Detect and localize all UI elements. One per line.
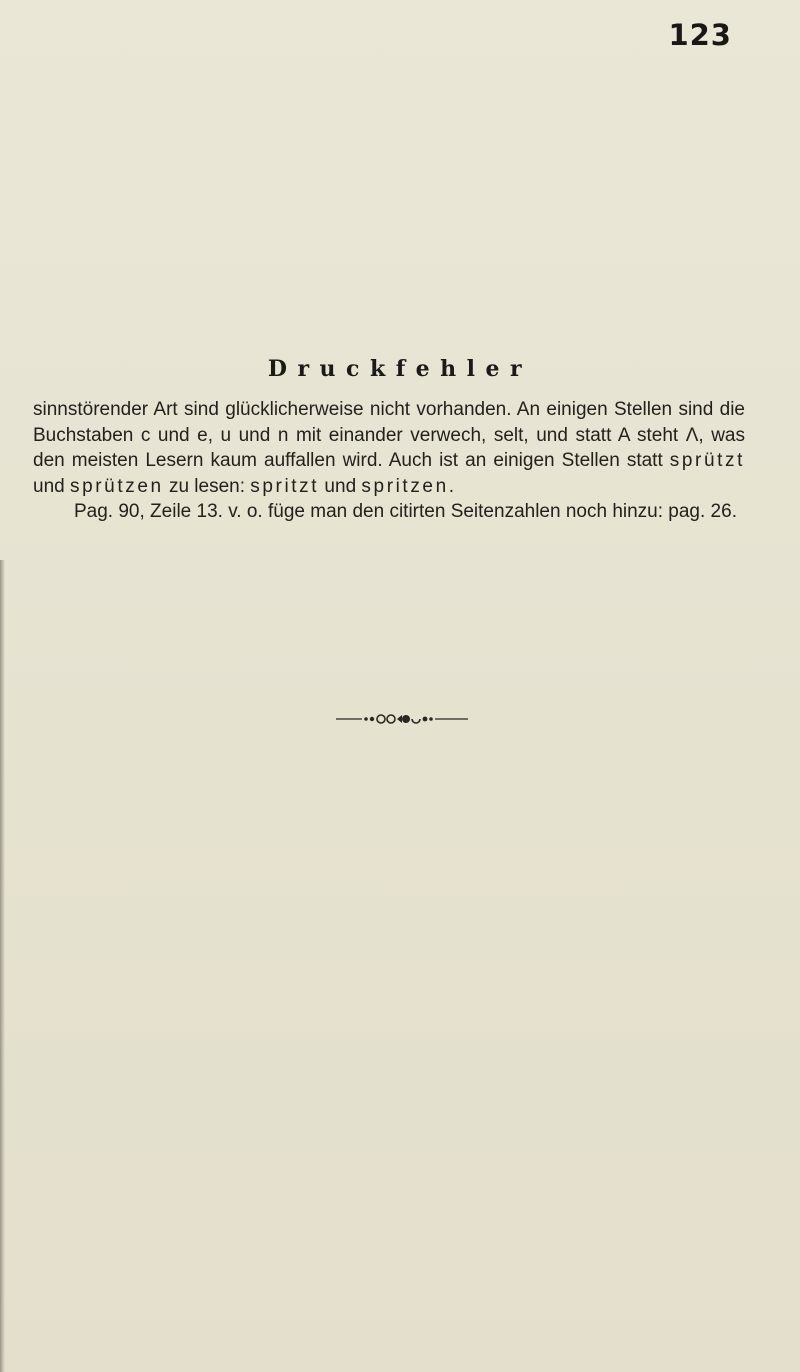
text-run: . [448,475,455,497]
spaced-word: spritzt [250,475,320,497]
decorative-divider-icon [336,712,468,726]
page-edge-shadow [0,560,5,1372]
section-heading: Druckfehler [267,356,533,382]
spaced-word: sprützen [69,475,164,497]
text-run: sinnstörender Art sind glücklicherweise nicht vorhanden. An einigen Stellen sind die Buchstaben c und e, u und n mit einander verwech, selt, und statt A steht Λ, was den meisten Lesern kaum auffallen wird. Auch ist an einigen Stellen statt [33,399,745,472]
spaced-word: spritzen [361,475,449,497]
text-run: und [319,475,362,497]
page-number: 123 [668,18,732,52]
text-run: und [33,475,70,497]
errata-text [33,397,745,525]
spaced-word: sprützt [669,450,745,472]
errata-paragraph-2: Pag. 90, Zeile 13. v. o. füge man den citirten Seitenzahlen noch hinzu: pag. 26. [74,501,737,523]
errata-paragraph-1 [33,397,745,499]
text-run: zu lesen: [163,475,251,497]
